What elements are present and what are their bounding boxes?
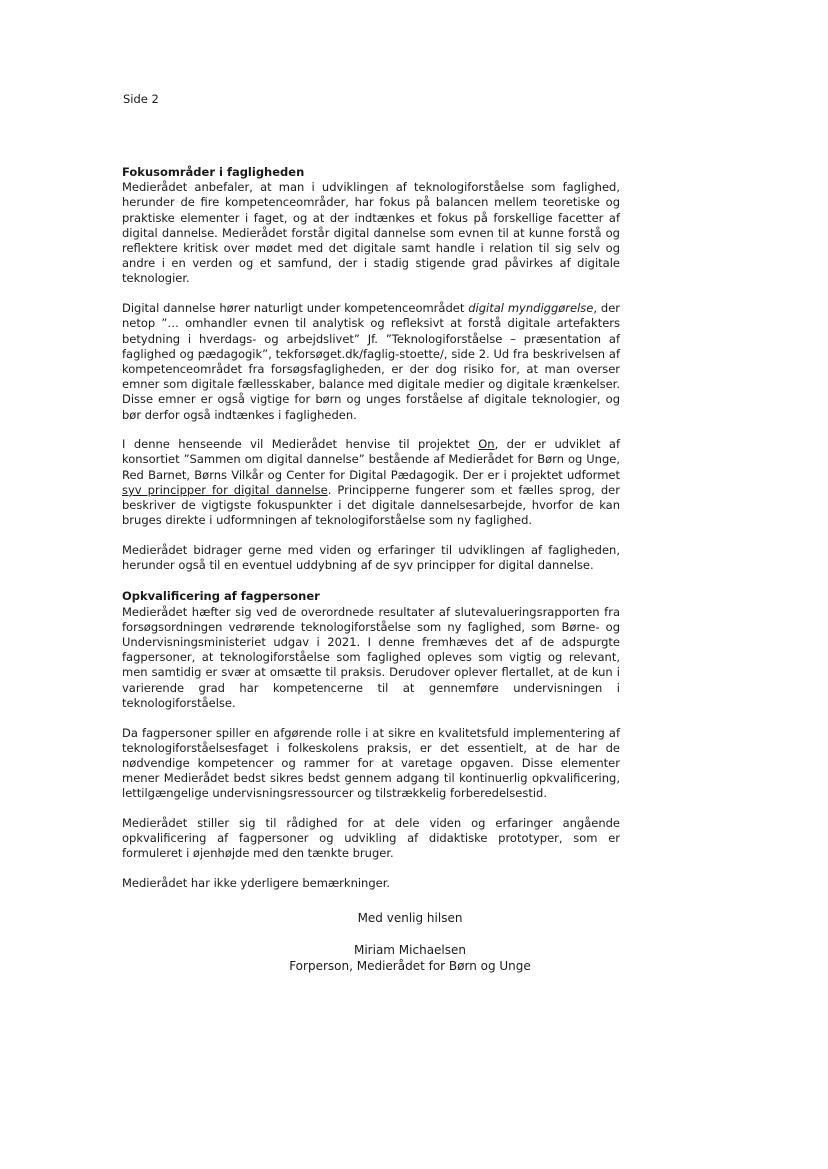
text-run: I denne henseende vil Medierådet henvise til projektet xyxy=(122,437,479,452)
italic-term: digital myndiggørelse xyxy=(468,301,594,316)
section-heading-focus-areas: Fokusområder i fagligheden xyxy=(122,165,305,179)
paragraph-digital-dannelse xyxy=(122,301,620,423)
signatory-name: Miriam Michaelsen xyxy=(353,943,466,957)
paragraph-evaluation: Medierådet hæfter sig ved de overordnede resultater af slutevalueringsrapporten fra forsøgsordningen vedrørende teknologiforståelse som ny faglighed, som Børne- og Undervisningsministeriet udgav i 2021. I denne fremhæves det af de adspurgte fagpersoner, at teknologiforståelse som faglighed opleves som vigtig og relevant, men samtidig er svær at omsætte til praksis. Derudover oplever flertallet, at de kun i varierende grad har kompetencerne til at gennemføre undervisningen i teknologiforståelse. xyxy=(122,604,620,710)
paragraph-professionals: Da fagpersoner spiller en afgørende rolle i at sikre en kvalitetsfuld implementering af teknologiforståelsesfaget i folkeskolens praksis, er det essentielt, at de har de nødvendige kompetencer og rammer for at varetage opgaven. Disse elementer mener Medierådet bedst sikres bedst gennem adgang til kontinuerlig opkvalificering, lettilgængelige undervisningsressourcer og tilstrækkelig forberedelsestid. xyxy=(122,725,620,801)
page-number: Side 2 xyxy=(123,92,159,106)
paragraph-availability: Medierådet stiller sig til rådighed for at dele viden og erfaringer angående opkvalificering af fagpersoner og udvikling af didaktiske prototyper, som er formuleret i øjenhøjde med den tænkte bruger. xyxy=(122,816,620,861)
text-run: , der netop ”… omhandler evnen til analytisk og refleksivt at forstå digitale artefakters betydning i hverdags- og arbejdslivet” Jf. ”Teknologiforståelse – præsentation af faglighed og pædagogik”, tekforsøget.dk/faglig-stoette/, side 2. Ud fra beskrivelsen af kompetenceområdet fra forsøgsfagligheden, er der dog risiko for, at man overser emner som digitale fællesskaber, balance med digitale medier og digitale krænkelser. Disse emner er også vigtige for børn og unges forståelse af digitale teknologier, og bør derfor også indtænkes i fagligheden. xyxy=(122,301,620,422)
letter-body xyxy=(122,165,620,906)
paragraph-no-further-remarks: Medierådet har ikke yderligere bemærkninger. xyxy=(122,876,391,891)
on-project-link[interactable]: On xyxy=(478,437,495,452)
seven-principles-link[interactable]: syv principper for digital dannelse xyxy=(122,482,328,497)
section-heading-upskilling: Opkvalificering af fagpersoner xyxy=(122,589,320,604)
paragraph-contribution: Medierådet bidrager gerne med viden og erfaringer til udviklingen af fagligheden, herunder også til en eventuel uddybning af de syv principper for digital dannelse. xyxy=(122,542,620,573)
signatory-title: Forperson, Medierådet for Børn og Unge xyxy=(289,959,531,973)
text-run: , der er udviklet af konsortiet ”Sammen om digital dannelse” bestående af Medierådet for Børn og Unge, Red Barnet, Børns Vilkår og Center for Digital Pædagogik. Der er i projektet udformet xyxy=(122,437,621,482)
paragraph-focus-areas: Medierådet anbefaler, at man i udviklingen af teknologiforståelse som faglighed, herunder de fire kompetenceområder, har fokus på balancen mellem teoretiske og praktiske elementer i faget, og at der indtænkes et fokus på forskellige facetter af digital dannelse. Medierådet forstår digital dannelse som evnen til at kunne forstå og reflektere kritisk over mødet med det digitale samt handle i relation til sig selv og andre i en verden og et samfund, der i stadig stigende grad påvirkes af digitale teknologier. xyxy=(122,180,620,286)
text-run: Digital dannelse hører naturligt under kompetenceområdet xyxy=(122,301,469,316)
closing-greeting: Med venlig hilsen xyxy=(357,911,463,925)
closing-block xyxy=(200,910,620,974)
paragraph-on-project xyxy=(122,437,620,528)
text-run: . Principperne fungerer som et fælles sprog, der beskriver de vigtigste fokuspunkter i det digitale dannelsesarbejde, hvorfor de kan bruges direkte i udformningen af teknologiforståelse som ny faglighed. xyxy=(122,482,620,528)
